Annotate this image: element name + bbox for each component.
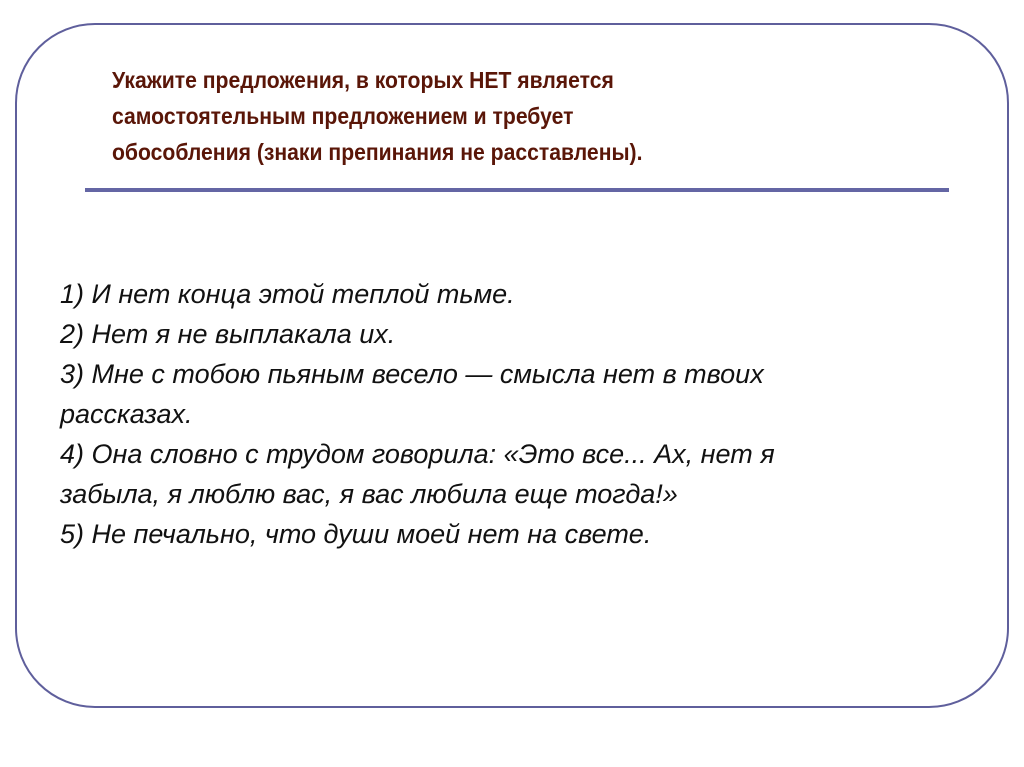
list-item: 3) Мне с тобою пьяным весело — смысла нет в твоих (60, 359, 764, 389)
sentence-list (60, 274, 775, 554)
list-item: 4) Она словно с трудом говорила: «Это все... Ах, нет я (60, 439, 775, 469)
list-item-continuation: рассказах. (60, 399, 193, 429)
title-divider (85, 188, 949, 192)
title-line: самостоятельным предложением и требует (112, 103, 574, 129)
list-item: 5) Не печально, что души моей нет на свете. (60, 519, 652, 549)
list-item: 2) Нет я не выплакала их. (60, 319, 396, 349)
slide-title (112, 62, 866, 170)
title-line: обособления (знаки препинания не расставлены). (112, 139, 643, 165)
list-item-continuation: забыла, я люблю вас, я вас любила еще тогда!» (60, 479, 678, 509)
title-line: Укажите предложения, в которых НЕТ является (112, 67, 614, 93)
list-item: 1) И нет конца этой теплой тьме. (60, 279, 515, 309)
